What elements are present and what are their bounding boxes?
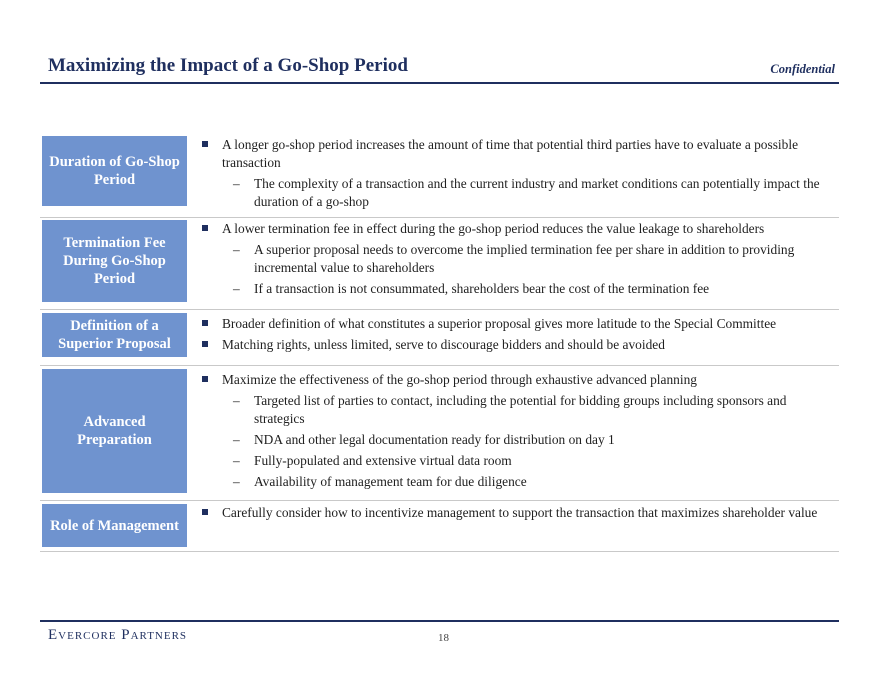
page-title: Maximizing the Impact of a Go-Shop Period: [48, 55, 408, 76]
sub-bullet-item: [202, 392, 832, 428]
sub-bullet-item: [202, 452, 832, 470]
square-bullet-icon: [202, 341, 208, 347]
bullet-item: [202, 315, 832, 333]
bullet-text: Carefully consider how to incentivize management to support the transaction that maximizes shareholder value: [222, 505, 818, 520]
section-label: Duration of Go-Shop Period: [42, 136, 187, 206]
section: [40, 313, 839, 363]
section-label: Advanced Preparation: [42, 369, 187, 493]
square-bullet-icon: [202, 509, 208, 515]
section-divider: [40, 500, 839, 501]
dash-bullet-icon: –: [233, 393, 240, 408]
dash-bullet-icon: –: [233, 176, 240, 191]
section-content: [202, 220, 832, 301]
bullet-item: [202, 336, 832, 354]
sub-bullet-text: NDA and other legal documentation ready for distribution on day 1: [254, 432, 615, 447]
square-bullet-icon: [202, 225, 208, 231]
square-bullet-icon: [202, 376, 208, 382]
bullet-text: Maximize the effectiveness of the go-shop period through exhaustive advanced planning: [222, 372, 697, 387]
sub-bullet-text: The complexity of a transaction and the current industry and market conditions can potentially impact the duration of a go-shop: [254, 176, 820, 209]
sub-bullet-text: Targeted list of parties to contact, including the potential for bidding groups including sponsors and strategics: [254, 393, 787, 426]
dash-bullet-icon: –: [233, 281, 240, 296]
bullet-item: [202, 504, 832, 522]
section-divider: [40, 365, 839, 366]
bullet-text: A longer go-shop period increases the amount of time that potential third parties have to evaluate a possible transaction: [222, 137, 799, 170]
section: [40, 504, 839, 550]
dash-bullet-icon: –: [233, 242, 240, 257]
sub-bullet-item: [202, 280, 832, 298]
sub-bullet-text: Fully-populated and extensive virtual data room: [254, 453, 512, 468]
sub-bullet-item: [202, 175, 832, 211]
bullet-item: [202, 136, 832, 172]
bullet-text: Broader definition of what constitutes a superior proposal gives more latitude to the Special Committee: [222, 316, 777, 331]
section-content: [202, 371, 832, 494]
section-label: Termination Fee During Go-Shop Period: [42, 220, 187, 302]
section-divider: [40, 217, 839, 218]
section-label: Definition of a Superior Proposal: [42, 313, 187, 357]
company-logo: Evercore Partners: [48, 627, 188, 643]
section-content: [202, 136, 832, 214]
section-content: [202, 504, 832, 525]
dash-bullet-icon: –: [233, 453, 240, 468]
sub-bullet-item: [202, 241, 832, 277]
sub-bullet-text: Availability of management team for due diligence: [254, 474, 527, 489]
bullet-text: A lower termination fee in effect during the go-shop period reduces the value leakage to shareholders: [222, 221, 765, 236]
section-divider: [40, 551, 839, 552]
sub-bullet-text: If a transaction is not consummated, shareholders bear the cost of the termination fee: [254, 281, 710, 296]
bullet-text: Matching rights, unless limited, serve to discourage bidders and should be avoided: [222, 337, 665, 352]
page-number: 18: [438, 632, 449, 644]
sub-bullet-item: [202, 431, 832, 449]
bullet-item: [202, 371, 832, 389]
section-divider: [40, 309, 839, 310]
sub-bullet-item: [202, 473, 832, 491]
section: [40, 136, 839, 214]
section: [40, 369, 839, 496]
dash-bullet-icon: –: [233, 474, 240, 489]
section: [40, 220, 839, 306]
bullet-item: [202, 220, 832, 238]
footer-divider: [40, 620, 839, 622]
square-bullet-icon: [202, 320, 208, 326]
dash-bullet-icon: –: [233, 432, 240, 447]
section-label: Role of Management: [42, 504, 187, 547]
header-divider: [40, 82, 839, 84]
section-content: [202, 315, 832, 357]
sub-bullet-text: A superior proposal needs to overcome the implied termination fee per share in addition to providing incremental value to shareholders: [254, 242, 795, 275]
square-bullet-icon: [202, 141, 208, 147]
confidential-label: Confidential: [770, 62, 835, 76]
